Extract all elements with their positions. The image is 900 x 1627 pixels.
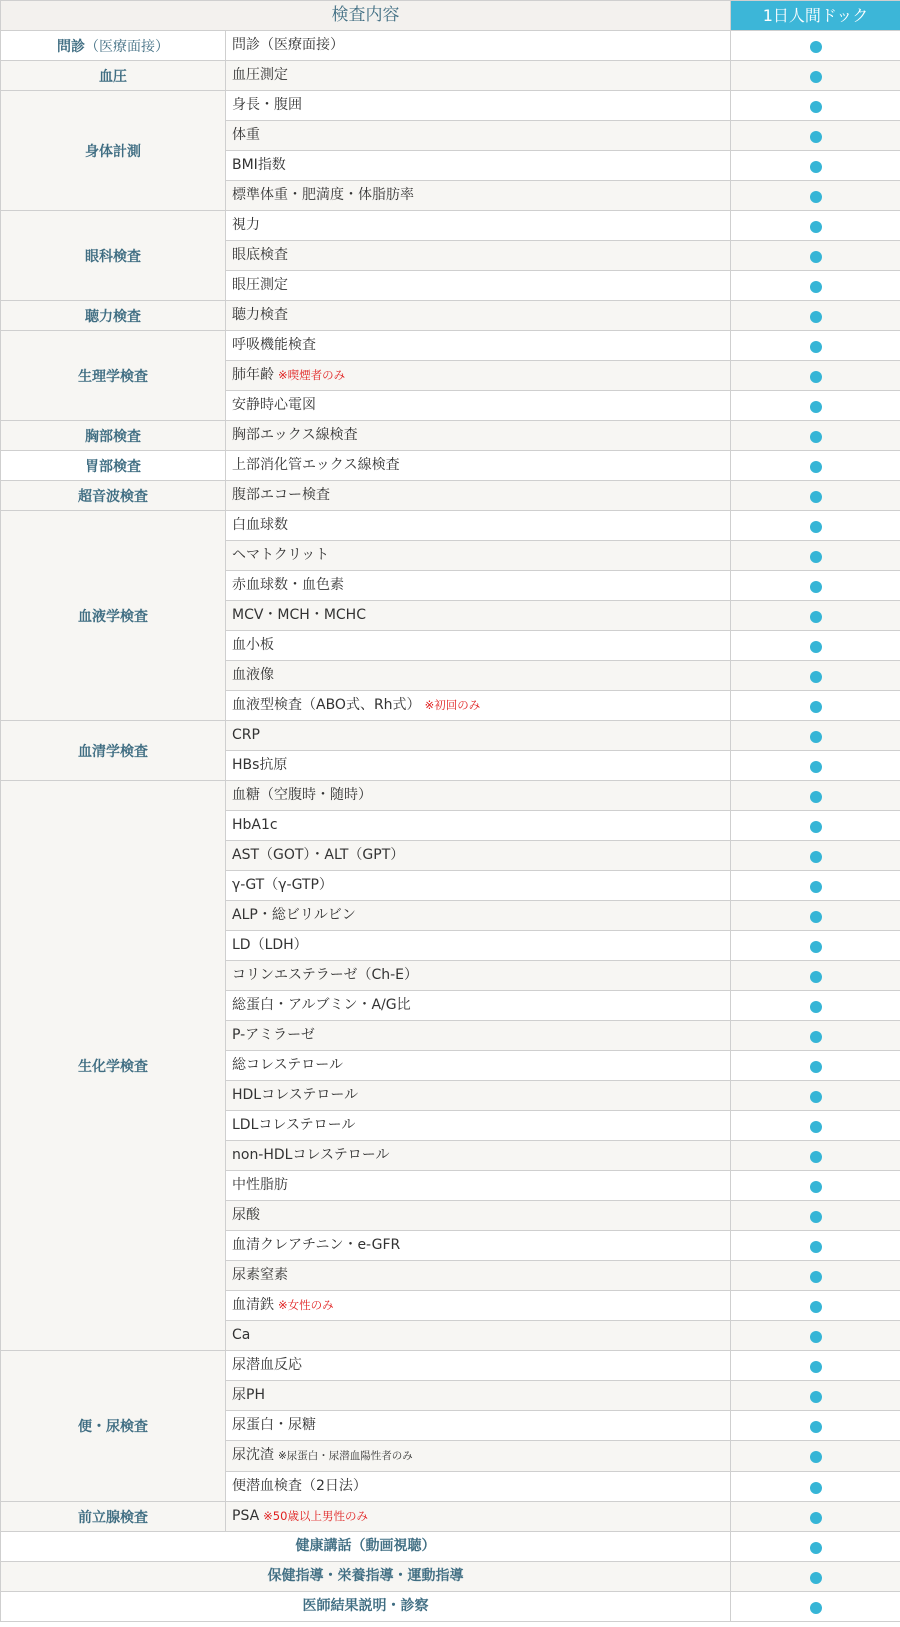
included-cell	[731, 1532, 900, 1562]
exam-item-label: 血清鉄	[232, 1297, 274, 1313]
category-label: 生理学検査	[78, 368, 148, 385]
exam-item-label: 血小板	[232, 637, 274, 653]
exam-item-cell	[226, 781, 731, 811]
included-cell	[731, 31, 900, 61]
category-label: 胃部検査	[85, 458, 141, 475]
table-row	[1, 721, 900, 751]
included-cell	[731, 781, 900, 811]
included-cell	[731, 541, 900, 571]
included-cell	[731, 1411, 900, 1441]
included-cell	[731, 1502, 900, 1532]
exam-item-label: AST（GOT）・ALT（GPT）	[232, 847, 405, 863]
table-row	[1, 481, 900, 511]
included-cell	[731, 691, 900, 721]
exam-item-cell	[226, 1111, 731, 1141]
included-cell	[731, 1111, 900, 1141]
exam-item-cell	[226, 91, 731, 121]
exam-item-label: 眼圧測定	[232, 277, 288, 293]
included-dot-icon	[810, 1391, 822, 1403]
exam-item-label: 血清クレアチニン・e-GFR	[232, 1237, 401, 1253]
category-label: 血液学検査	[78, 608, 148, 625]
exam-item-note: ※50歳以上男性のみ	[263, 1509, 368, 1523]
exam-item-label: HbA1c	[232, 817, 278, 833]
exam-item-note: ※女性のみ	[278, 1298, 334, 1312]
included-cell	[731, 1261, 900, 1291]
included-cell	[731, 181, 900, 211]
included-cell	[731, 1441, 900, 1472]
exam-item-cell	[226, 1291, 731, 1321]
exam-item-cell	[226, 1171, 731, 1201]
category-cell	[1, 481, 226, 511]
exam-item-cell	[226, 901, 731, 931]
included-cell	[731, 1381, 900, 1411]
included-cell	[731, 901, 900, 931]
category-sublabel: （医療面接）	[85, 38, 169, 55]
exam-item-cell	[226, 571, 731, 601]
included-dot-icon	[810, 1241, 822, 1253]
category-label: 聴力検査	[85, 308, 141, 325]
table-row	[1, 421, 900, 451]
exam-item-label: BMI指数	[232, 157, 286, 173]
included-cell	[731, 451, 900, 481]
included-dot-icon	[810, 1301, 822, 1313]
exam-item-label: 便潜血検査（2日法）	[232, 1478, 367, 1494]
included-cell	[731, 1081, 900, 1111]
exam-item-cell	[226, 1381, 731, 1411]
category-cell	[1, 331, 226, 421]
exam-item-cell	[226, 1502, 731, 1532]
exam-item-label: 眼底検査	[232, 247, 288, 263]
included-dot-icon	[810, 401, 822, 413]
exam-item-cell	[226, 391, 731, 421]
exam-item-cell	[226, 241, 731, 271]
exam-item-label: 標準体重・肥満度・体脂肪率	[232, 187, 414, 203]
exam-item-cell	[226, 871, 731, 901]
exam-item-cell	[226, 1441, 731, 1472]
table-row	[1, 331, 900, 361]
exam-item-label: 身長・腹囲	[232, 97, 302, 113]
included-dot-icon	[810, 1512, 822, 1524]
included-dot-icon	[810, 311, 822, 323]
included-cell	[731, 991, 900, 1021]
exam-item-cell	[226, 61, 731, 91]
included-cell	[731, 721, 900, 751]
table-row	[1, 31, 900, 61]
exam-item-label: 血糖（空腹時・随時）	[232, 787, 372, 803]
included-cell	[731, 571, 900, 601]
header-exam-content: 検査内容	[1, 1, 731, 31]
exam-item-cell	[226, 1081, 731, 1111]
included-cell	[731, 1231, 900, 1261]
category-label: 血清学検査	[78, 743, 148, 760]
included-dot-icon	[810, 521, 822, 533]
full-row-label: 保健指導・栄養指導・運動指導	[1, 1562, 731, 1592]
included-dot-icon	[810, 371, 822, 383]
included-cell	[731, 841, 900, 871]
category-cell	[1, 1351, 226, 1502]
exam-item-label: 安静時心電図	[232, 397, 316, 413]
included-dot-icon	[810, 851, 822, 863]
exam-item-label: 視力	[232, 217, 260, 233]
included-cell	[731, 151, 900, 181]
table-row	[1, 1502, 900, 1532]
exam-item-label: P-アミラーゼ	[232, 1027, 315, 1043]
exam-item-label: 総コレステロール	[232, 1057, 344, 1073]
included-dot-icon	[810, 791, 822, 803]
exam-item-cell	[226, 1261, 731, 1291]
full-row-label: 健康講話（動画視聴）	[1, 1532, 731, 1562]
included-dot-icon	[810, 461, 822, 473]
table-row	[1, 1592, 900, 1622]
exam-item-label: HBs抗原	[232, 757, 288, 773]
included-cell	[731, 361, 900, 391]
exam-item-label: 尿潜血反応	[232, 1357, 302, 1373]
exam-item-cell	[226, 421, 731, 451]
included-cell	[731, 511, 900, 541]
exam-item-label: γ-GT（γ-GTP）	[232, 877, 333, 893]
included-dot-icon	[810, 1482, 822, 1494]
included-dot-icon	[810, 161, 822, 173]
category-label: 超音波検査	[78, 488, 148, 505]
category-label: 前立腺検査	[78, 1509, 148, 1526]
exam-item-cell	[226, 691, 731, 721]
category-label: 便・尿検査	[78, 1419, 148, 1435]
exam-item-label: 中性脂肪	[232, 1177, 288, 1193]
exam-item-label: 血液像	[232, 667, 274, 683]
category-cell	[1, 1502, 226, 1532]
table-row	[1, 301, 900, 331]
exam-item-cell	[226, 751, 731, 781]
exam-item-label: 呼吸機能検査	[232, 337, 316, 353]
included-dot-icon	[810, 731, 822, 743]
included-cell	[731, 1291, 900, 1321]
exam-item-cell	[226, 451, 731, 481]
exam-item-cell	[226, 1321, 731, 1351]
included-cell	[731, 241, 900, 271]
included-cell	[731, 391, 900, 421]
exam-item-cell	[226, 511, 731, 541]
included-dot-icon	[810, 941, 822, 953]
included-cell	[731, 811, 900, 841]
category-label: 身体計測	[85, 143, 141, 160]
exam-item-label: LD（LDH）	[232, 937, 308, 953]
exam-item-cell	[226, 271, 731, 301]
included-dot-icon	[810, 491, 822, 503]
included-cell	[731, 61, 900, 91]
included-dot-icon	[810, 1181, 822, 1193]
exam-item-cell	[226, 1021, 731, 1051]
included-cell	[731, 301, 900, 331]
exam-item-cell	[226, 1201, 731, 1231]
exam-item-cell	[226, 1051, 731, 1081]
included-cell	[731, 1051, 900, 1081]
included-cell	[731, 871, 900, 901]
exam-item-cell	[226, 661, 731, 691]
exam-item-label: 上部消化管エックス線検査	[232, 457, 400, 473]
category-label: 胸部検査	[85, 428, 141, 445]
included-dot-icon	[810, 1542, 822, 1554]
table-row	[1, 781, 900, 811]
included-dot-icon	[810, 641, 822, 653]
table-row	[1, 1532, 900, 1562]
category-cell	[1, 91, 226, 211]
included-cell	[731, 1021, 900, 1051]
included-cell	[731, 961, 900, 991]
category-cell	[1, 781, 226, 1351]
included-dot-icon	[810, 41, 822, 53]
table-row	[1, 451, 900, 481]
category-label: 生化学検査	[78, 1058, 148, 1075]
exam-item-label: 体重	[232, 127, 260, 143]
included-dot-icon	[810, 1421, 822, 1433]
exam-item-label: 肺年齢	[232, 367, 274, 383]
exam-item-label: Ca	[232, 1327, 251, 1343]
category-cell	[1, 61, 226, 91]
exam-item-cell	[226, 811, 731, 841]
exam-item-cell	[226, 721, 731, 751]
exam-item-cell	[226, 541, 731, 571]
included-cell	[731, 1321, 900, 1351]
included-cell	[731, 271, 900, 301]
category-cell	[1, 31, 226, 61]
included-cell	[731, 661, 900, 691]
included-dot-icon	[810, 1271, 822, 1283]
exam-item-cell	[226, 361, 731, 391]
exam-item-cell	[226, 1472, 731, 1502]
included-dot-icon	[810, 431, 822, 443]
included-cell	[731, 1351, 900, 1381]
included-cell	[731, 331, 900, 361]
exam-item-label: 尿沈渣	[232, 1447, 274, 1463]
included-cell	[731, 601, 900, 631]
exam-item-label: 胸部エックス線検査	[232, 427, 358, 443]
exam-item-cell	[226, 841, 731, 871]
category-cell	[1, 511, 226, 721]
included-dot-icon	[810, 1001, 822, 1013]
exam-item-cell	[226, 151, 731, 181]
category-label: 眼科検査	[85, 248, 141, 265]
exam-item-label: 腹部エコー検査	[232, 487, 330, 503]
exam-item-label: MCV・MCH・MCHC	[232, 607, 366, 623]
included-cell	[731, 421, 900, 451]
exam-item-cell	[226, 301, 731, 331]
included-dot-icon	[810, 551, 822, 563]
included-dot-icon	[810, 101, 822, 113]
included-dot-icon	[810, 1061, 822, 1073]
full-row-label: 医師結果説明・診察	[1, 1592, 731, 1622]
included-dot-icon	[810, 911, 822, 923]
included-dot-icon	[810, 221, 822, 233]
exam-item-cell	[226, 631, 731, 661]
header-course-name: 1日人間ドック	[731, 1, 900, 31]
category-cell	[1, 421, 226, 451]
included-cell	[731, 751, 900, 781]
included-dot-icon	[810, 701, 822, 713]
included-cell	[731, 1562, 900, 1592]
included-cell	[731, 481, 900, 511]
table-body	[1, 31, 900, 1622]
included-dot-icon	[810, 1121, 822, 1133]
included-dot-icon	[810, 251, 822, 263]
exam-item-note: ※尿蛋白・尿潜血陽性者のみ	[278, 1450, 413, 1462]
exam-item-label: 聴力検査	[232, 307, 288, 323]
included-dot-icon	[810, 1451, 822, 1463]
included-dot-icon	[810, 1572, 822, 1584]
included-cell	[731, 1592, 900, 1622]
included-cell	[731, 1141, 900, 1171]
exam-item-label: 問診（医療面接）	[232, 37, 344, 53]
exam-item-cell	[226, 1411, 731, 1441]
included-cell	[731, 631, 900, 661]
included-dot-icon	[810, 1211, 822, 1223]
table-row	[1, 511, 900, 541]
included-dot-icon	[810, 1602, 822, 1614]
table-row	[1, 1351, 900, 1381]
exam-item-label: 尿蛋白・尿糖	[232, 1417, 316, 1433]
included-dot-icon	[810, 761, 822, 773]
exam-item-cell	[226, 121, 731, 151]
included-cell	[731, 121, 900, 151]
exam-item-label: 白血球数	[232, 517, 288, 533]
included-dot-icon	[810, 821, 822, 833]
exam-item-cell	[226, 1141, 731, 1171]
included-cell	[731, 1171, 900, 1201]
exam-item-label: 尿酸	[232, 1207, 260, 1223]
exam-item-cell	[226, 181, 731, 211]
category-label: 血圧	[99, 68, 127, 85]
exam-item-label: ALP・総ビリルビン	[232, 907, 356, 923]
category-cell	[1, 301, 226, 331]
exam-item-label: ヘマトクリット	[232, 547, 330, 563]
included-dot-icon	[810, 281, 822, 293]
category-label: 問診	[57, 38, 85, 55]
exam-item-label: 血液型検査（ABO式、Rh式）	[232, 697, 421, 713]
table-row	[1, 211, 900, 241]
exam-item-label: コリンエステラーゼ（Ch-E）	[232, 967, 418, 983]
exam-item-cell	[226, 31, 731, 61]
included-dot-icon	[810, 1031, 822, 1043]
included-dot-icon	[810, 341, 822, 353]
table-row	[1, 1562, 900, 1592]
exam-item-label: 尿素窒素	[232, 1267, 288, 1283]
included-dot-icon	[810, 131, 822, 143]
exam-item-label: LDLコレステロール	[232, 1117, 356, 1133]
included-dot-icon	[810, 671, 822, 683]
included-cell	[731, 931, 900, 961]
exam-item-cell	[226, 601, 731, 631]
exam-item-cell	[226, 991, 731, 1021]
exam-item-cell	[226, 331, 731, 361]
included-dot-icon	[810, 1331, 822, 1343]
exam-item-label: 血圧測定	[232, 67, 288, 83]
exam-item-cell	[226, 211, 731, 241]
included-cell	[731, 1472, 900, 1502]
category-cell	[1, 211, 226, 301]
exam-item-note: ※初回のみ	[424, 698, 481, 712]
included-dot-icon	[810, 1151, 822, 1163]
exam-item-label: CRP	[232, 727, 260, 743]
included-dot-icon	[810, 581, 822, 593]
included-cell	[731, 211, 900, 241]
included-dot-icon	[810, 971, 822, 983]
table-header-row	[1, 1, 900, 31]
exam-item-cell	[226, 961, 731, 991]
included-dot-icon	[810, 1091, 822, 1103]
included-cell	[731, 91, 900, 121]
category-cell	[1, 721, 226, 781]
included-dot-icon	[810, 71, 822, 83]
included-dot-icon	[810, 611, 822, 623]
exam-item-note: ※喫煙者のみ	[278, 368, 346, 382]
exam-item-cell	[226, 481, 731, 511]
category-cell	[1, 451, 226, 481]
exam-item-label: 総蛋白・アルブミン・A/G比	[232, 997, 411, 1013]
included-dot-icon	[810, 191, 822, 203]
exam-item-label: PSA	[232, 1508, 260, 1524]
exam-item-label: 赤血球数・血色素	[232, 577, 344, 593]
table-row	[1, 61, 900, 91]
exam-item-label: 尿PH	[232, 1387, 265, 1403]
table-row	[1, 91, 900, 121]
exam-item-label: HDLコレステロール	[232, 1087, 359, 1103]
exam-item-cell	[226, 1351, 731, 1381]
exam-item-label: non-HDLコレステロール	[232, 1147, 390, 1163]
included-dot-icon	[810, 881, 822, 893]
exam-item-cell	[226, 1231, 731, 1261]
exam-item-cell	[226, 931, 731, 961]
included-dot-icon	[810, 1361, 822, 1373]
included-cell	[731, 1201, 900, 1231]
